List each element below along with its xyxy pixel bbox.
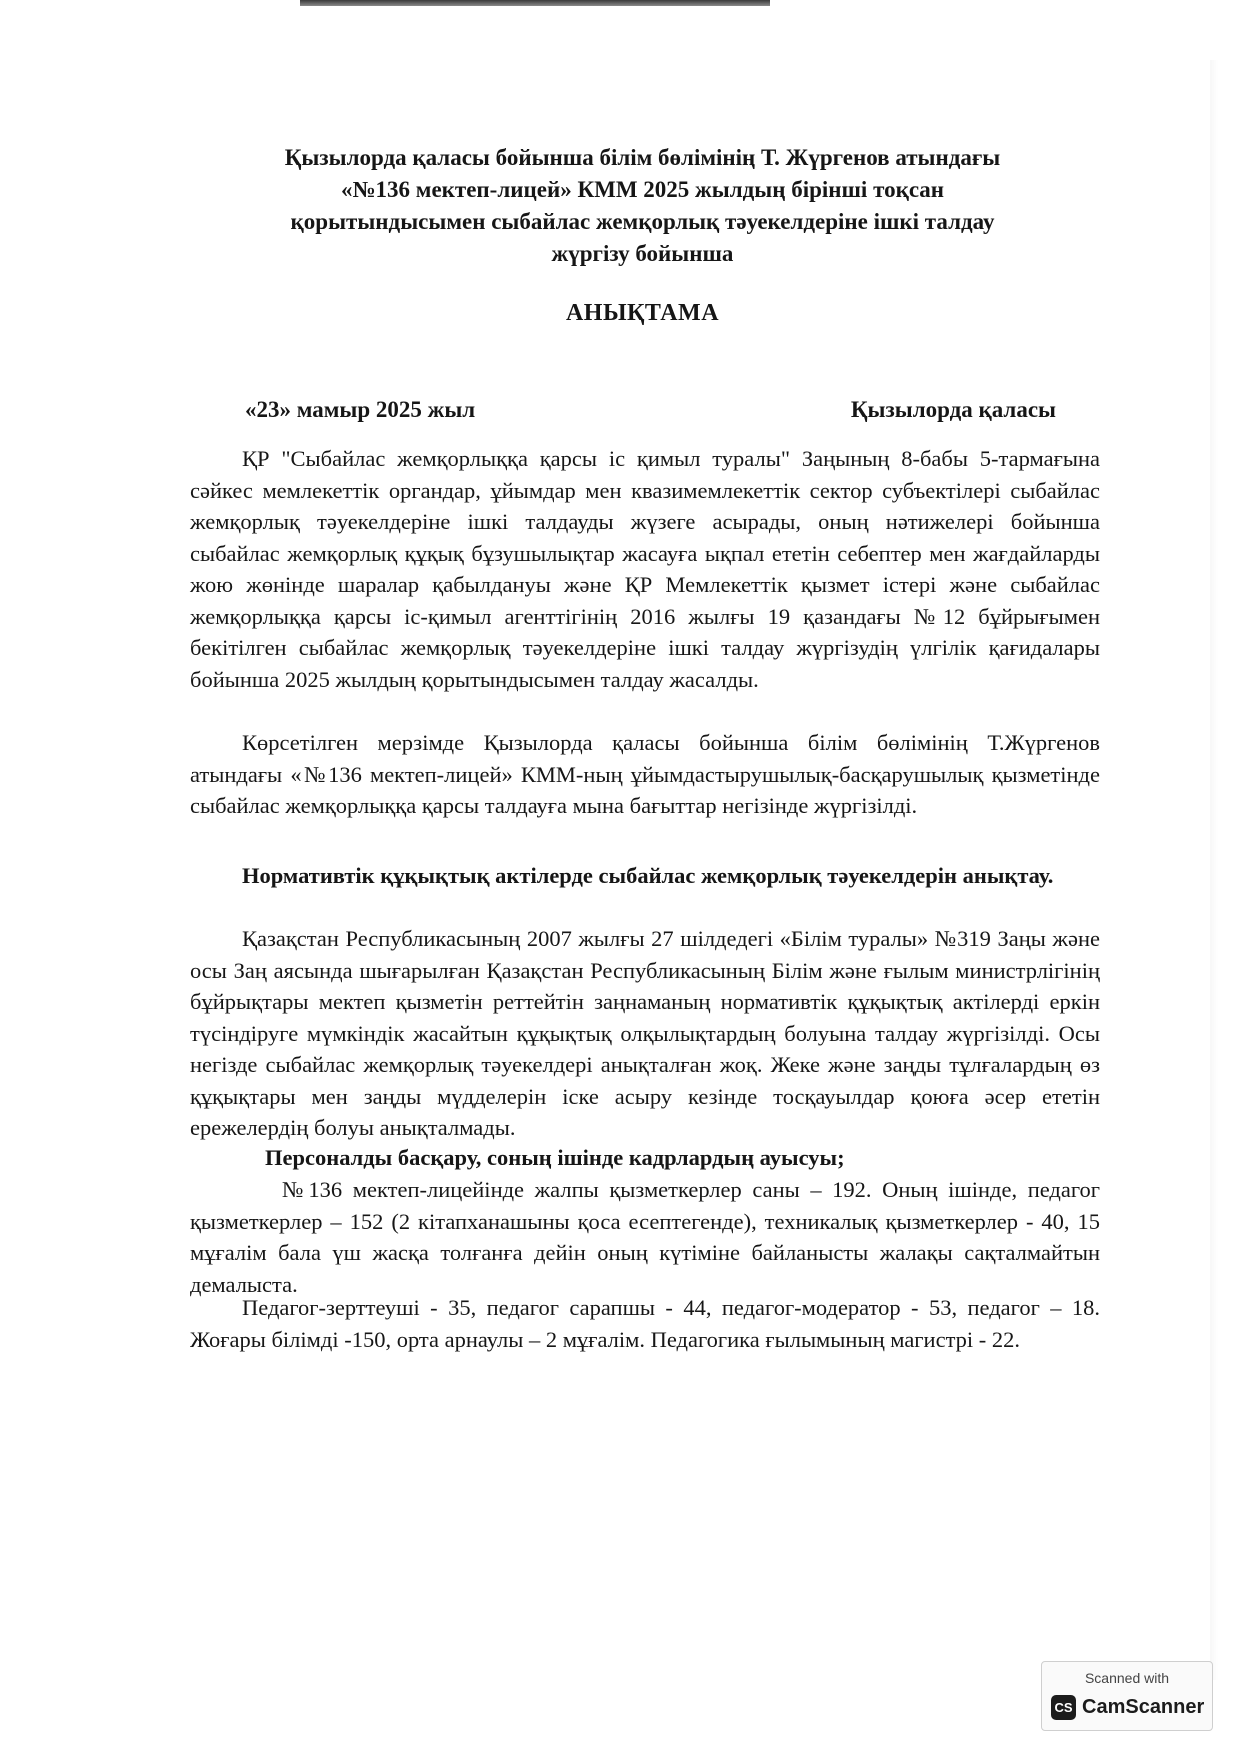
title-line-3: қорытындысымен сыбайлас жемқорлық тәуекелдеріне ішкі талдау bbox=[290, 209, 995, 234]
document-title bbox=[180, 142, 1105, 270]
scan-edge-shadow bbox=[300, 0, 770, 6]
title-line-1: Қызылорда қаласы бойынша білім бөлімінің Т. Жүргенов атындағы bbox=[284, 145, 1001, 170]
page-edge-shadow bbox=[1210, 60, 1218, 1680]
paragraph-1: ҚР "Сыбайлас жемқорлыққа қарсы іс қимыл туралы" Заңының 8-бабы 5-тармағына сәйкес мемлекеттік органдар, ұйымдар мен квазимемлекеттік сектор субъектілері сыбайлас жемқорлық тәуекелдеріне ішкі талдауды жүзеге асырады, оның нәтижелері бойынша сыбайлас жемқорлық құқық бұзушылықтар жасауға ықпал ететін себептер мен жағдайларды жою жөнінде шаралар қабылдануы және ҚР Мемлекеттік қызмет істері және сыбайлас жемқорлыққа қарсы іс-қимыл агенттігінің 2016 жылғы 19 қазандағы №12 бұйрығымен бекітілген сыбайлас жемқорлық тәуекелдеріне ішкі талдау жүргізудің үлгілік қағидалары бойынша 2025 жылдың қорытындысымен талдау жасалды. bbox=[190, 446, 1100, 692]
camscanner-logo-icon: CS bbox=[1051, 1695, 1076, 1720]
paragraph-4: №136 мектеп-лицейінде жалпы қызметкерлер саны – 192. Оның ішінде, педагог қызметкерлер – 152 (2 кітапханашыны қоса есептегенде), техникалық қызметкерлер - 40, 15 мұғалім бала үш жасқа толғанға дейін оның күтіміне байланысты жалақы сақталмайтын демалыста. bbox=[190, 1177, 1100, 1297]
camscanner-watermark bbox=[1041, 1661, 1213, 1731]
section-heading-normative: Нормативтік құқықтық актілерде сыбайлас жемқорлық тәуекелдерін анықтау. bbox=[242, 863, 1054, 888]
document-city: Қызылорда қаласы bbox=[850, 397, 1056, 422]
title-line-2: «№136 мектеп-лицей» КММ 2025 жылдың бірінші тоқсан bbox=[340, 177, 945, 202]
paragraph-5: Педагог-зерттеуші - 35, педагог сарапшы - 44, педагог-модератор - 53, педагог – 18. Жоғары білімді -150, орта арнаулы – 2 мұғалім. Педагогика ғылымының магистрі - 22. bbox=[190, 1295, 1100, 1352]
watermark-brand: CamScanner bbox=[1082, 1696, 1205, 1718]
watermark-scanned-with: Scanned with bbox=[1084, 1670, 1170, 1686]
document-heading: АНЫҚТАМА bbox=[565, 300, 720, 326]
document-date: «23» мамыр 2025 жыл bbox=[245, 397, 476, 422]
section-heading-personnel: Персоналды басқару, соның ішінде кадрлардың ауысуы; bbox=[265, 1145, 845, 1170]
paragraph-2: Көрсетілген мерзімде Қызылорда қаласы бойынша білім бөлімінің Т.Жүргенов атындағы «№136 мектеп-лицей» КММ-ның ұйымдастырушылық-басқарушылық қызметінде сыбайлас жемқорлыққа қарсы талдауға мына бағыттар негізінде жүргізілді. bbox=[190, 730, 1100, 818]
paragraph-3: Қазақстан Республикасының 2007 жылғы 27 шілдедегі «Білім туралы» №319 Заңы және осы Заң аясында шығарылған Қазақстан Республикасының Білім және ғылым министрлігінің бұйрықтары мектеп қызметін реттейтін заңнаманың нормативтік құқықтық актілерді еркін түсіндіруге мүмкіндік жасайтын құқықтық олқылықтардың болуына талдау жүргізілді. Осы негізде сыбайлас жемқорлық тәуекелдері анықталған жоқ. Жеке және заңды тұлғалардың өз құқықтары мен заңды мүдделерін іске асыру кезінде тосқауылдар қоюға әсер ететін ережелердің болуы анықталмады. bbox=[190, 926, 1100, 1140]
title-line-4: жүргізу бойынша bbox=[551, 241, 734, 266]
